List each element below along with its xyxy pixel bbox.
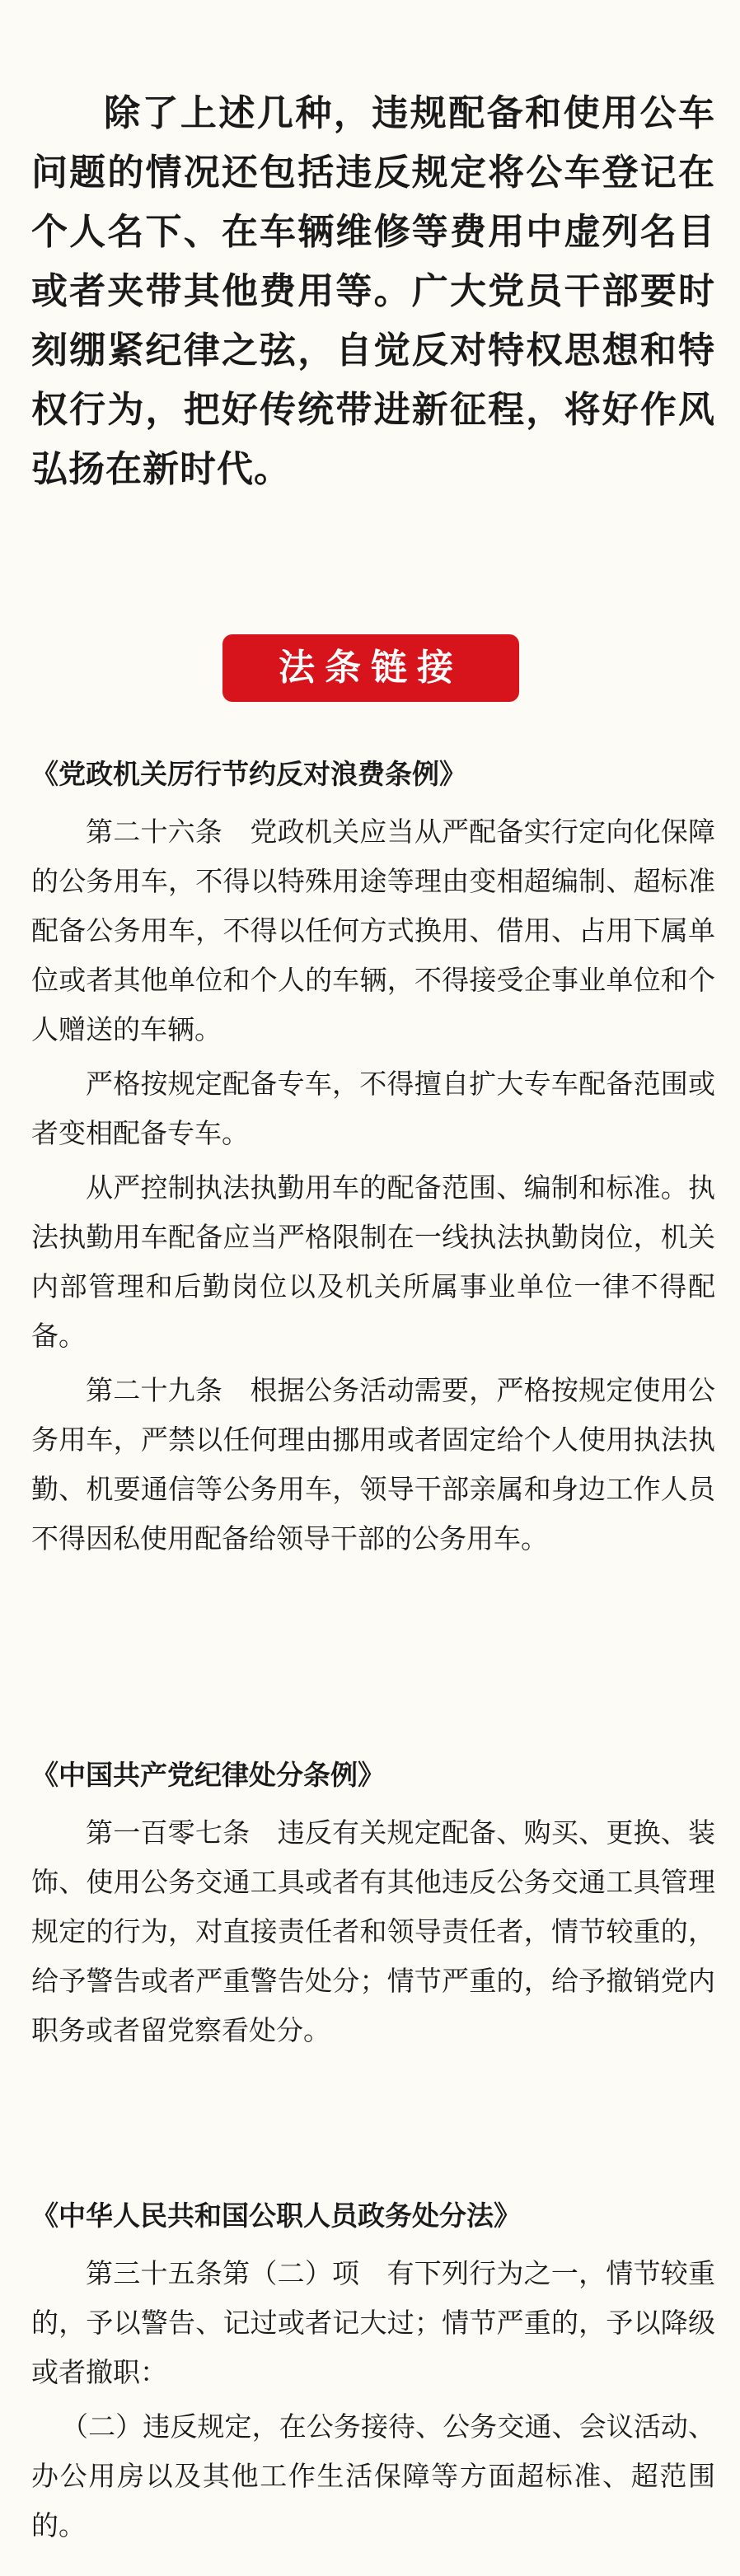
law-clause: 第三十五条第（二）项 有下列行为之一，情节较重的，予以警告、记过或者记大过；情节严重的，予以降级或者撤职： — [31, 2257, 715, 2388]
law-section-1 — [31, 750, 715, 1569]
law-title: 《中华人民共和国公职人员政务处分法》 — [31, 2200, 521, 2232]
law-clause: 第二十九条 根据公务活动需要，严格按规定使用公务用车，严禁以任何理由挪用或者固定给个人使用执法执勤、机要通信等公务用车，领导干部亲属和身边工作人员不得因私使用配备给领导干部的公务用车。 — [31, 1374, 715, 1554]
law-clause: 第二十六条 党政机关应当从严配备实行定向化保障的公务用车，不得以特殊用途等理由变相超编制、超标准配备公务用车，不得以任何方式换用、借用、占用下属单位或者其他单位和个人的车辆，不得接受企事业单位和个人赠送的车辆。 — [31, 816, 715, 1045]
intro-paragraph: 除了上述几种，违规配备和使用公车问题的情况还包括违反规定将公车登记在个人名下、在车辆维修等费用中虚列名目或者夹带其他费用等。广大党员干部要时刻绷紧纪律之弦，自觉反对特权思想和特权行为，把好传统带进新征程，将好作风弘扬在新时代。 — [31, 92, 715, 490]
law-clause: 从严控制执法执勤用车的配备范围、编制和标准。执法执勤用车配备应当严格限制在一线执法执勤岗位，机关内部管理和后勤岗位以及机关所属事业单位一律不得配备。 — [31, 1171, 715, 1352]
law-clause: 第一百零七条 违反有关规定配备、购买、更换、装饰、使用公务交通工具或者有其他违反公务交通工具管理规定的行为，对直接责任者和领导责任者，情节较重的，给予警告或者严重警告处分；情节严重的，给予撤销党内职务或者留党察看处分。 — [31, 1816, 715, 2046]
law-clause: 严格按规定配备专车，不得擅自扩大专车配备范围或者变相配备专车。 — [31, 1068, 715, 1149]
law-clause: （二）违反规定，在公务接待、公务交通、会议活动、办公用房以及其他工作生活保障等方面超标准、超范围的。 — [31, 2410, 715, 2541]
section-badge: 法条链接 — [222, 634, 519, 702]
law-title: 《中国共产党纪律处分条例》 — [31, 1759, 385, 1791]
law-section-3 — [31, 2191, 715, 2555]
law-section-2 — [31, 1751, 715, 2060]
law-title: 《党政机关厉行节约反对浪费条例》 — [31, 758, 466, 790]
